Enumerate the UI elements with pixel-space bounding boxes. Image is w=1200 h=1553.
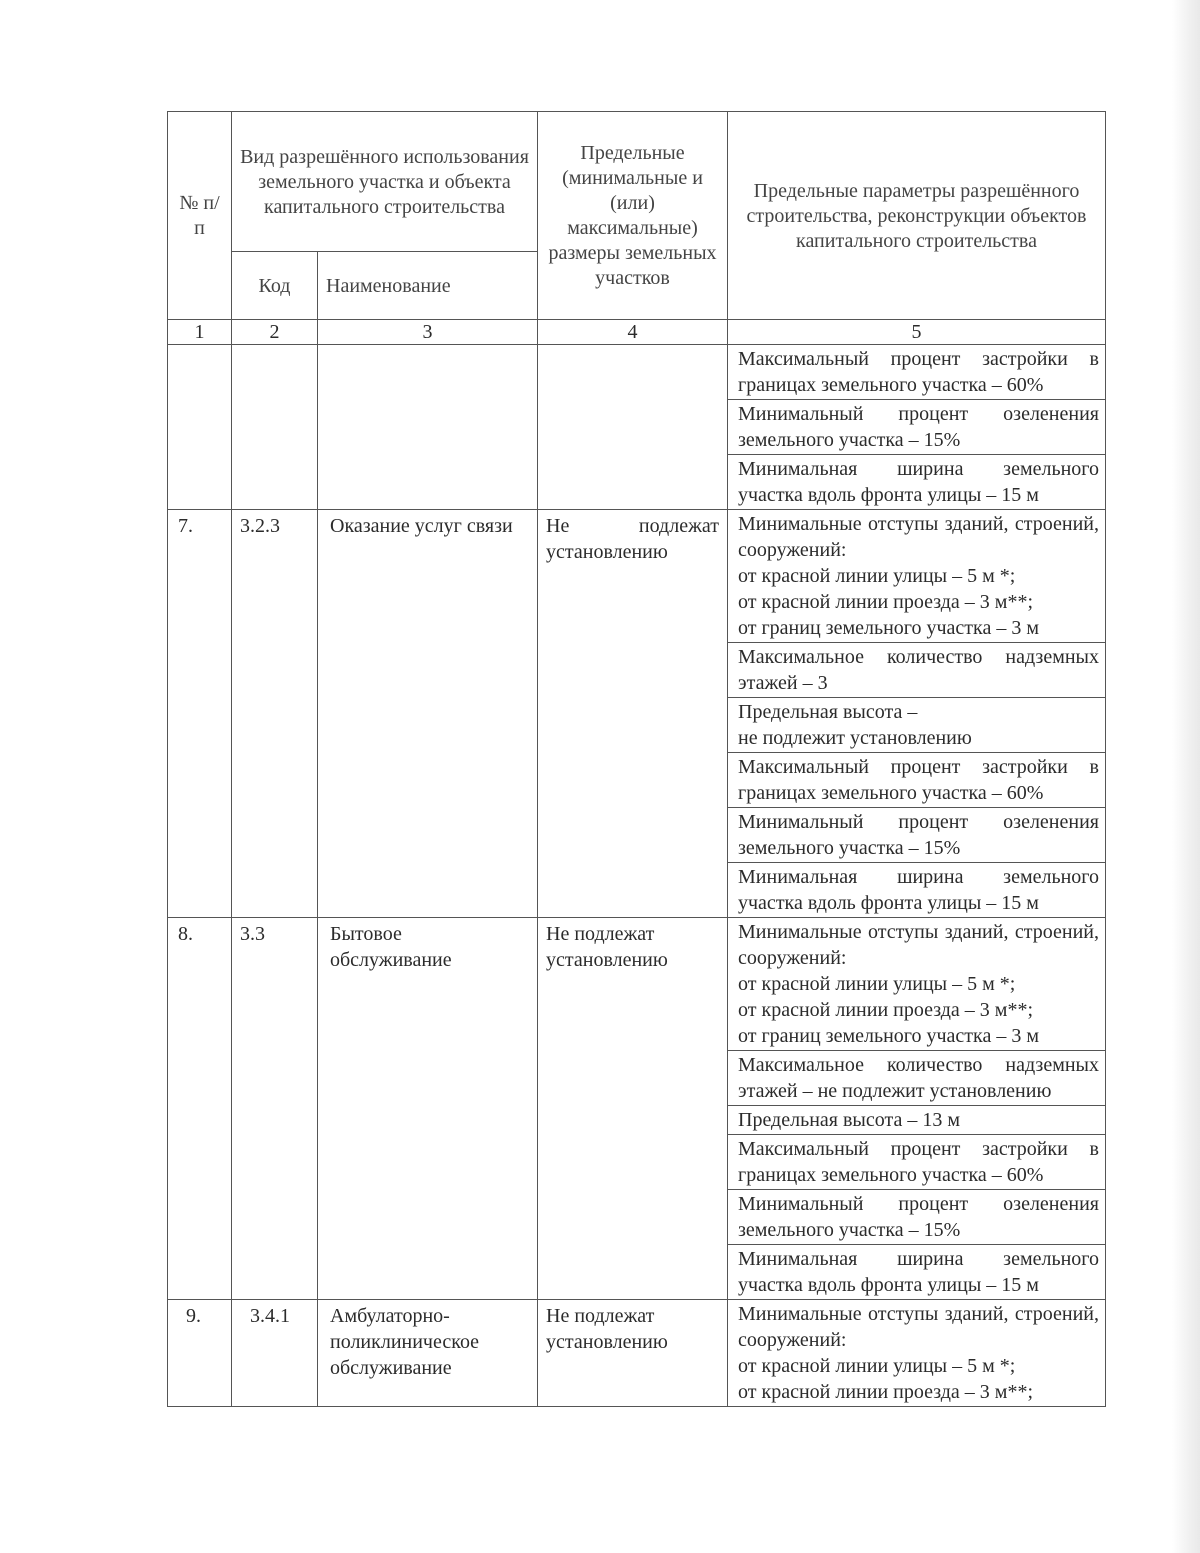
param-cell: Максимальное количество надземных этажей – не подлежит установлению	[728, 1051, 1106, 1106]
param-cell: Минимальная ширина земельного участка вдоль фронта улицы – 15 м	[728, 863, 1106, 918]
param-cell: Максимальный процент застройки в границах земельного участка – 60%	[728, 345, 1106, 400]
param-cell: Минимальный процент озеленения земельного участка – 15%	[728, 1190, 1106, 1245]
column-number: 5	[728, 320, 1106, 345]
row-code: 3.3	[232, 918, 318, 1300]
header-params: Предельные параметры разрешённого строительства, реконструкции объектов капитального строительства	[728, 112, 1106, 320]
table-row	[168, 1300, 1106, 1407]
column-numbers-row	[168, 320, 1106, 345]
param-cell: Предельная высота – 13 м	[728, 1106, 1106, 1135]
row-num: 8.	[168, 918, 232, 1300]
param-cell: Максимальное количество надземных этажей – 3	[728, 643, 1106, 698]
column-number: 1	[168, 320, 232, 345]
row-num: 7.	[168, 510, 232, 918]
row-code: 3.4.1	[232, 1300, 318, 1407]
row-name: Бытовое обслуживание	[318, 918, 538, 1300]
column-number: 4	[538, 320, 728, 345]
param-cell: Предельная высота – не подлежит установлению	[728, 698, 1106, 753]
header-name: Наименование	[318, 252, 538, 320]
column-number: 2	[232, 320, 318, 345]
param-cell: Минимальные отступы зданий, строений, сооружений: от красной линии улицы – 5 м *; от красной линии проезда – 3 м**; от границ земельного участка – 3 м	[728, 510, 1106, 643]
row-sizes: Не подлежат установлению	[538, 1300, 728, 1407]
scan-edge	[1172, 0, 1200, 1553]
param-cell: Максимальный процент застройки в границах земельного участка – 60%	[728, 753, 1106, 808]
row-name: Оказание услуг связи	[318, 510, 538, 918]
continuation-row	[168, 345, 1106, 400]
header-num: № п/п	[168, 112, 232, 320]
param-cell: Максимальный процент застройки в границах земельного участка – 60%	[728, 1135, 1106, 1190]
row-sizes: Не подлежат установлению	[538, 510, 728, 918]
header-sizes: Предельные (минимальные и (или) максимальные) размеры земельных участков	[538, 112, 728, 320]
row-num: 9.	[168, 1300, 232, 1407]
param-cell: Минимальные отступы зданий, строений, сооружений: от красной линии улицы – 5 м *; от красной линии проезда – 3 м**;	[728, 1300, 1106, 1407]
header-code: Код	[232, 252, 318, 320]
param-cell: Минимальная ширина земельного участка вдоль фронта улицы – 15 м	[728, 455, 1106, 510]
column-number: 3	[318, 320, 538, 345]
row-name: Амбулаторно-поликлиническое обслуживание	[318, 1300, 538, 1407]
table-row	[168, 510, 1106, 643]
param-cell: Минимальная ширина земельного участка вдоль фронта улицы – 15 м	[728, 1245, 1106, 1300]
row-sizes: Не подлежат установлению	[538, 918, 728, 1300]
param-cell: Минимальный процент озеленения земельного участка – 15%	[728, 400, 1106, 455]
regulation-table	[167, 111, 1106, 1407]
row-code: 3.2.3	[232, 510, 318, 918]
header-type-group: Вид разрешённого использования земельного участка и объекта капитального строительства	[232, 112, 538, 252]
param-cell: Минимальный процент озеленения земельного участка – 15%	[728, 808, 1106, 863]
param-cell: Минимальные отступы зданий, строений, сооружений: от красной линии улицы – 5 м *; от красной линии проезда – 3 м**; от границ земельного участка – 3 м	[728, 918, 1106, 1051]
table-row	[168, 918, 1106, 1051]
